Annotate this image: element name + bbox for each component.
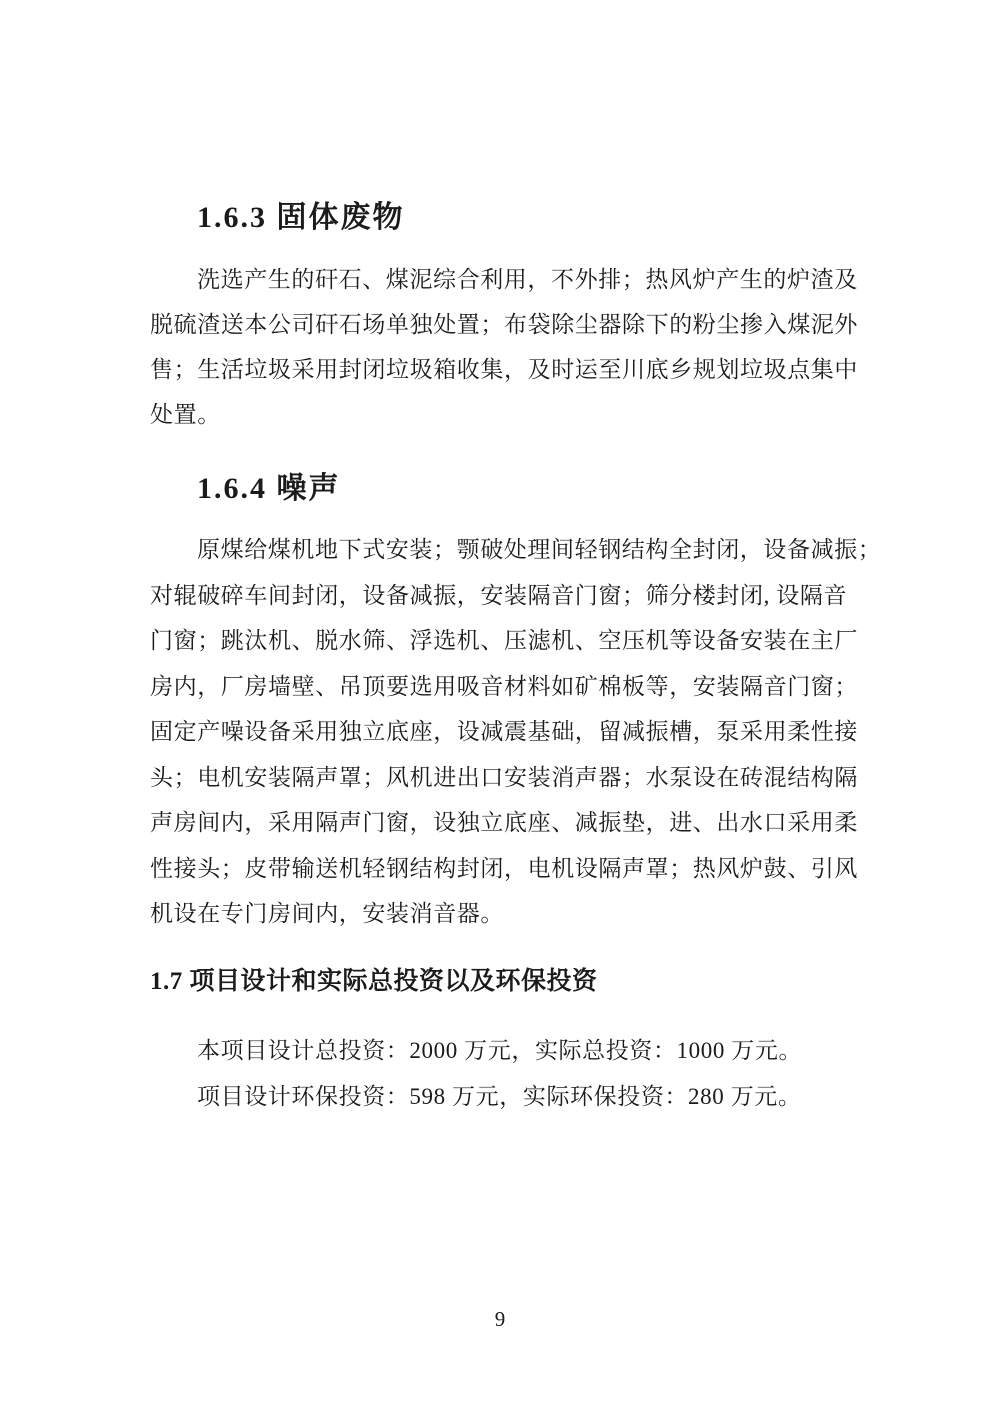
paragraph-line: 机设在专门房间内，安装消音器。 [150,901,504,926]
page-number: 9 [494,1307,506,1331]
paragraph-line: 门窗；跳汰机、脱水筛、浮选机、压滤机、空压机等设备安装在主厂 [150,628,858,653]
paragraph-line: 项目设计环保投资：598 万元，实际环保投资：280 万元。 [197,1084,802,1109]
paragraph-line: 头；电机安装隔声罩；风机进出口安装消声器；水泵设在砖混结构隔 [150,764,858,790]
paragraph-line: 脱硫渣送本公司矸石场单独处置；布袋除尘器除下的粉尘掺入煤泥外 [150,312,858,337]
paragraph-line: 本项目设计总投资：2000 万元，实际总投资：1000 万元。 [197,1038,803,1063]
paragraph-noise [150,527,882,937]
paragraph-line: 洗选产生的矸石、煤泥综合利用，不外排；热风炉产生的炉渣及 [197,267,858,292]
paragraph-line: 声房间内，采用隔声门窗，设独立底座、减振垫，进、出水口采用柔 [150,810,858,835]
heading-1-7-investment: 1.7 项目设计和实际总投资以及环保投资 [150,968,598,995]
paragraph-line: 售；生活垃圾采用封闭垃圾箱收集，及时运至川底乡规划垃圾点集中 [150,357,858,382]
heading-1-6-3-solid-waste: 1.6.3 固体废物 [197,201,405,234]
paragraph-line: 房内，厂房墙壁、吊顶要选用吸音材料如矿棉板等，安装隔音门窗； [150,673,858,699]
paragraph-solid-waste [150,257,862,437]
paragraph-line: 处置。 [150,402,221,427]
paragraph-investment [150,1028,862,1120]
paragraph-line: 性接头；皮带输送机轻钢结构封闭，电机设隔声罩；热风炉鼓、引风 [150,855,858,881]
paragraph-line: 对辊破碎车间封闭，设备减振，安装隔音门窗；筛分楼封闭, 设隔音 [150,582,848,608]
paragraph-line: 原煤给煤机地下式安装；颚破处理间轻钢结构全封闭，设备减振； [197,537,882,562]
paragraph-line: 固定产噪设备采用独立底座，设减震基础，留减振槽，泵采用柔性接 [150,719,858,744]
heading-1-6-4-noise: 1.6.4 噪声 [197,472,341,505]
